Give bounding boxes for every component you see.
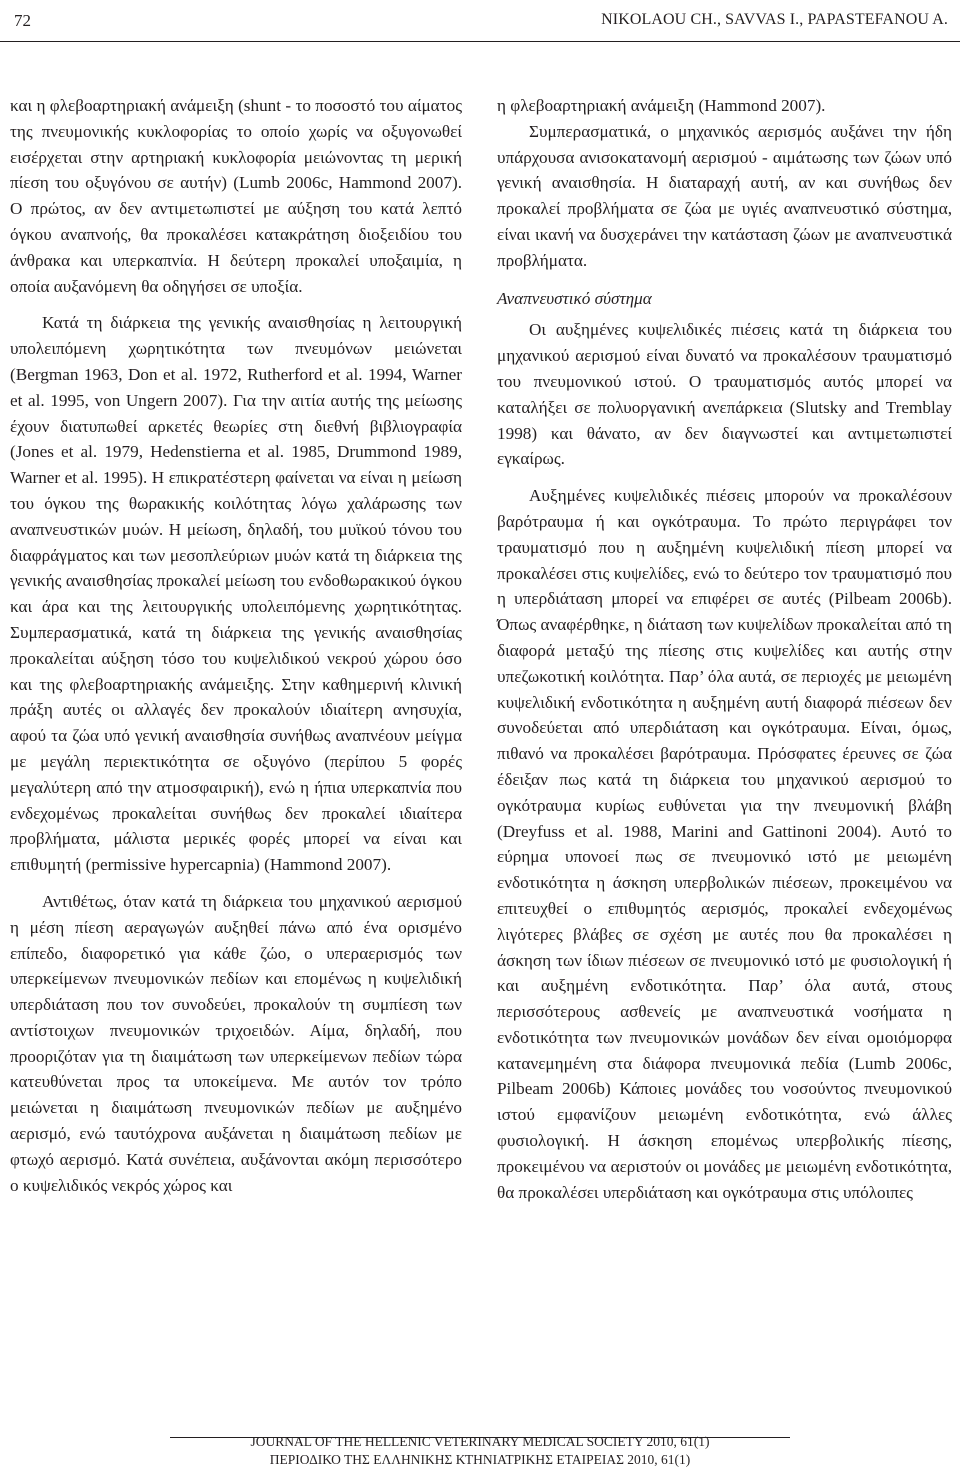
page-number: 72 — [14, 11, 31, 30]
right-paragraph-2: Συμπερασματικά, ο μηχανικός αερισμός αυξάνει την ήδη υπάρχουσα ανισοκατανομή αερισμού - αιμάτωσης των ζώων υπό γενική αναισθησία. Η διαταραχή αυτή, αν και συνήθως δεν προκαλεί προβλήματα σε ζώα με υγιές αναπνευστικό σύστημα, είναι ικανή να δυσχεράνει την κατάσταση ζώων με αναπνευστικά προβλήματα. — [497, 121, 952, 270]
journal-name-english: JOURNAL OF THE HELLENIC VETERINARY MEDICAL SOCIETY 2010, 61(1) — [250, 1434, 710, 1449]
left-paragraph-3: Αντιθέτως, όταν κατά τη διάρκεια του μηχανικού αερισμού η μέση πίεση αεραγωγών αυξηθεί πάνω από ένα ορισμένο επίπεδο, διαφορετικό για κάθε ζώο, ο υπεραερισμός των υπερκείμενων πνευμονικών πεδίων και επομένως η κυψελιδική υπερδιάταση που τον συνοδεύει, προκαλούν τη συμπίεση των αντίστοιχων πνευμονικών τριχοειδών. Αίμα, δηλαδή, που προοριζόταν για τη διαιμάτωση των υπερκείμενων πεδίων τώρα κατευθύνεται προς τα υποκείμενα. Με αυτόν τον τρόπο μειώνεται η διαιμάτωση πνευμονικών πεδίων με αυξημένο αερισμό, ενώ ταυτόχρονα αυξάνεται η διαιμάτωση πεδίων με φτωχό αερισμό. Κατά συνέπεια, αυξάνονται ακόμη περισσότερο ο κυψελιδικός νεκρός χώρος και — [10, 891, 462, 1195]
right-paragraph-3: Οι αυξημένες κυψελιδικές πιέσεις κατά τη διάρκεια του μηχανικού αερισμού είναι δυνατό να προκαλέσουν τραυματισμό του πνευμονικού ιστού. Ο τραυματισμός αυτός μπορεί να καταλήξει σε πολυοργανική ανεπάρκεια (Slutsky and Tremblay 1998) και θάνατο, αν δεν διαγνωστεί και αντιμετωπιστεί εγκαίρως. — [497, 320, 952, 469]
right-paragraph-1: η φλεβοαρτηριακή ανάμειξη (Hammond 2007). — [497, 96, 826, 115]
running-head-authors: NIKOLAOU CH., SAVVAS I., PAPASTEFANOU A. — [601, 11, 948, 28]
header-divider — [0, 41, 960, 42]
right-paragraph-4: Αυξημένες κυψελιδικές πιέσεις μπορούν να προκαλέσουν βαρότραυμα ή και ογκότραυμα. Το πρώτο περιγράφει τον τραυματισμό που η αυξημένη κυψελιδική πίεση μπορεί να προκαλέσει στις κυψελίδες, ενώ το δεύτερο τον τραυματισμό που η υπερδιάταση μπορεί να επιφέρει σε αυτές (Pilbeam 2006b). Όπως αναφέρθηκε, η διάταση των κυψελίδων προκαλείται από τη διαφορά μεταξύ της πίεσης στις κυψελίδες και αυτής στην υπεζωκοτική κοιλότητα. Παρ’ όλα αυτά, σε περιοχές με μειωμένη κυψελιδική ενδοτικότητα η αυξημένη αυτή διαφορά πιέσεων δεν συνοδεύεται από υπερδιάταση και ογκότραυμα. Είναι, όμως, πιθανό να προκαλέσει βαρότραυμα. Πρόσφατες έρευνες σε ζώα έδειξαν πως κατά τη διάρκεια του μηχανικού αερισμού το ογκότραυμα κυρίως ευθύνεται για την πνευμονική βλάβη (Dreyfuss et al. 1988, Marini and Gattinoni 2004). Αυτό το εύρημα υπονοεί πως σε πνευμονικό ιστό με μειωμένη ενδοτικότητα η άσκηση υπερβολικών πιέσεων, προκειμένου να επιτευχθεί ο επιθυμητός αερισμός, προκαλεί ενδεχομένως λιγότερες βλάβες σε σχέση με αυτές που θα προκαλέσει η άσκηση των ίδιων πιέσεων σε πνευμονικό ιστό με φυσιολογική ή και αυξημένη ενδοτικότητα. Παρ’ όλα αυτά, στους περισσότερους ασθενείς με αναπνευστικά νοσήματα η ενδοτικότητα των πνευμονικών μονάδων δεν είναι ομοιόμορφα κατανεμημένη στα διάφορα πνευμονικά πεδία (Lumb 2006c, Pilbeam 2006b) Κάποιες μονάδες του νοσούντος πνευμονικού ιστού εμφανίζουν μειωμένη ενδοτικότητα, ενώ άλλες φυσιολογική. Η άσκηση επομένως υπερβολικής πίεσης, προκειμένου να αεριστούν οι μονάδες με μειωμένη ενδοτικότητα, θα προκαλέσει υπερδιάταση και ογκότραυμα στις υπόλοιπες — [497, 486, 952, 1202]
page-footer — [0, 1434, 960, 1469]
left-column — [10, 93, 462, 1198]
right-column — [497, 93, 952, 1205]
section-title-respiratory-system: Αναπνευστικό σύστημα — [497, 288, 652, 308]
page-header — [0, 0, 960, 46]
left-paragraph-1: και η φλεβοαρτηριακή ανάμειξη (shunt - το ποσοστό του αίματος της πνευμονικής κυκλοφορίας το οποίο χωρίς να οξυγονωθεί εισέρχεται στην αρτηριακή κυκλοφορία μειώνοντας τη μερική πίεση του οξυγόνου σε αυτήν) (Lumb 2006c, Hammond 2007). Ο πρώτος, αν δεν αντιμετωπιστεί με αύξηση του κατά λεπτό όγκου αναπνοής, θα προκαλέσει κατακράτηση διοξειδίου του άνθρακα και υπερκαπνία. Η δεύτερη προκαλεί υποξαιμία, η οποία αυξανόμενη θα οδηγήσει σε υποξία. — [10, 96, 462, 296]
journal-name-greek: ΠΕΡΙΟΔΙΚΟ ΤΗΣ ΕΛΛΗΝΙΚΗΣ ΚΤΗΝΙΑΤΡΙΚΗΣ ΕΤΑΙΡΕΙΑΣ 2010, 61(1) — [269, 1452, 691, 1467]
left-paragraph-2: Κατά τη διάρκεια της γενικής αναισθησίας η λειτουργική υπολειπόμενη χωρητικότητα των πνευμόνων μειώνεται (Bergman 1963, Don et al. 1972, Rutherford et al. 1994, Warner et al. 1995, von Ungern 2007). Για την αιτία αυτής της μείωσης έχουν διατυπωθεί αρκετές θεωρίες στη διεθνή βιβλιογραφία (Jones et al. 1979, Hedenstierna et al. 1985, Drummond 1989, Warner et al. 1995). Η επικρατέστερη φαίνεται να είναι η μείωση του όγκου της θωρακικής κοιλότητας λόγω χαλάρωσης των αναπνευστικών μυών. Η μείωση, δηλαδή, του μυϊκού τόνου του διαφράγματος και των μεσοπλεύριων μυών κατά τη διάρκεια της γενικής αναισθησίας προκαλεί μείωση του ενδοθωρακικού όγκου και άρα και της λειτουργικής υπολειπόμενης χωρητικότητας. Συμπερασματικά, κατά τη διάρκεια της γενικής αναισθησίας προκαλείται αύξηση τόσο του κυψελιδικού νεκρού χώρου όσο και της φλεβοαρτηριακής ανάμειξης. Στην καθημερινή κλινική πράξη αυτές οι αλλαγές δεν προκαλούν ιδιαίτερη ανησυχία, αφού τα ζώα υπό γενική αναισθησία συνήθως αναπνέουν μείγμα με μεγάλη περιεκτικότητα σε οξυγόνο (περίπου 5 φορές μεγαλύτερη από την ατμοσφαιρική), ενώ η ήπια υπερκαπνία που ενδεχομένως προκαλείται συνήθως δεν προκαλεί ιδιαίτερα προβλήματα, μάλιστα μερικές φορές μπορεί να είναι και επιθυμητή (permissive hypercapnia) (Hammond 2007). — [10, 313, 462, 875]
